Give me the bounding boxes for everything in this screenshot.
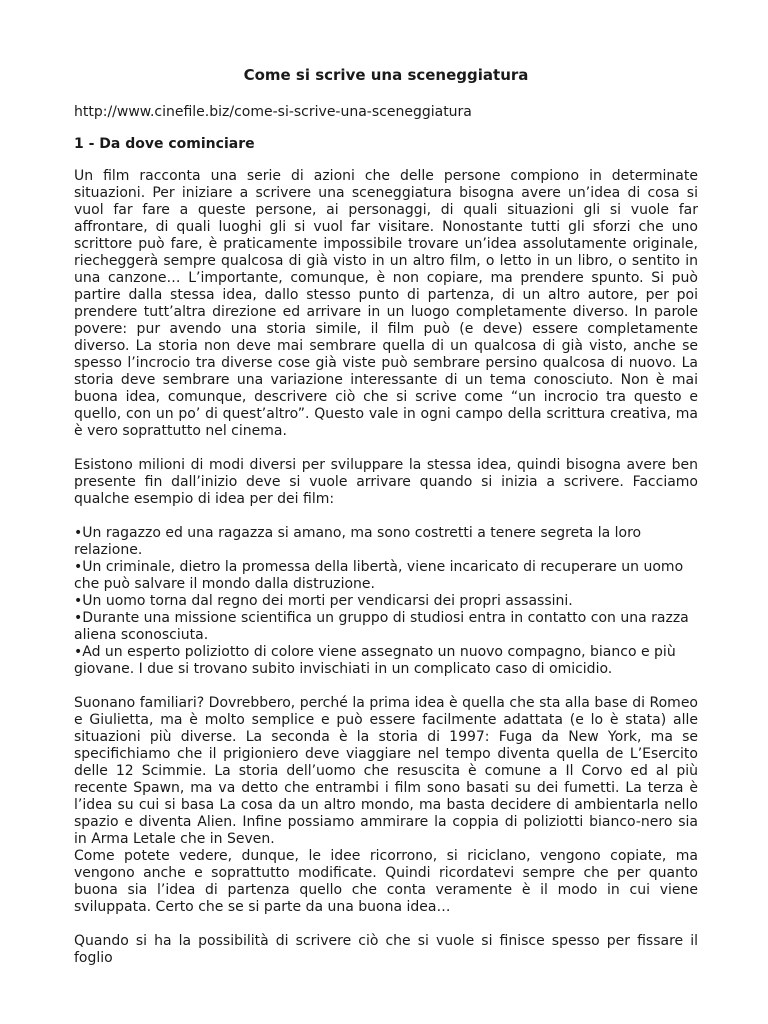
paragraph-ideas-recur: Come potete vedere, dunque, le idee ricorrono, si riciclano, vengono copiate, ma vengono anche e soprattutto modificate. Quindi ricordatevi sempre che per quanto buona sia l’idea di partenza quello che conta veramente è il modo in cui viene sviluppata. Certo che se si parte da una buona idea… <box>74 848 698 915</box>
list-item: • Un ragazzo ed una ragazza si amano, ma sono costretti a tenere segreta la loro relazione. <box>74 525 698 559</box>
list-item: • Durante una missione scientifica un gruppo di studiosi entra in contatto con una razza aliena sconosciuta. <box>74 610 698 644</box>
list-item: • Ad un esperto poliziotto di colore viene assegnato un nuovo compagno, bianco e più giovane. I due si trovano subito invischiati in un complicato caso di omicidio. <box>74 644 698 678</box>
paragraph-intro: Un film racconta una serie di azioni che delle persone compiono in determinate situazioni. Per iniziare a scrivere una sceneggiatura bisogna avere un’idea di cosa si vuol far fare a queste persone, ai personaggi, di quali situazioni gli si vuole far affrontare, di quali luoghi gli si vuol far visitare. Nonostante tutti gli sforzi che uno scrittore può fare, è praticamente impossibile trovare un’idea assolutamente originale, riecheggerà sempre qualcosa di già visto in un altro film, o letto in un libro, o sentito in una canzone… L’importante, comunque, è non copiare, ma prendere spunto. Si può partire dalla stessa idea, dallo stesso punto di partenza, di un altro autore, per poi prendere tutt’altra direzione ed arrivare in un luogo completamente diverso. In parole povere: pur avendo una storia simile, il film può (e deve) essere completamente diverso. La storia non deve mai sembrare quella di un qualcosa di già visto, anche se spesso l’incrocio tra diverse cose già viste può sembrare persino qualcosa di nuovo. La storia deve sembrare una variazione interessante di un tema conosciuto. Non è mai buona idea, comunque, descrivere ciò che si scrive come “un incrocio tra questo e quello, con un po’ di quest’altro”. Questo vale in ogni campo della scrittura creativa, ma è vero soprattutto nel cinema. <box>74 168 698 439</box>
examples-list <box>74 525 698 678</box>
document-title: Come si scrive una sceneggiatura <box>243 66 529 84</box>
paragraph-familiar: Suonano familiari? Dovrebbero, perché la prima idea è quella che sta alla base di Romeo e Giulietta, ma è molto semplice e può essere facilmente adattata (e lo è stata) alle situazioni più diverse. La seconda è la storia di 1997: Fuga da New York, ma se specifichiamo che il prigioniero deve viaggiare nel tempo diventa quella de L’Esercito delle 12 Scimmie. La storia dell’uomo che resuscita è comune a Il Corvo ed al più recente Spawn, ma va detto che entrambi i film sono basati su dei fumetti. La terza è l’idea su cui si basa La cosa da un altro mondo, ma basta decidere di ambientarla nello spazio e diventa Alien. Infine possiamo ammirare la coppia di poliziotti bianco-nero sia in Arma Letale che in Seven. <box>74 695 698 847</box>
list-item: • Un criminale, dietro la promessa della libertà, viene incaricato di recuperare un uomo che può salvare il mondo dalla distruzione. <box>74 559 698 593</box>
paragraph-blank-page: Quando si ha la possibilità di scrivere ciò che si vuole si finisce spesso per fissare il foglio <box>74 933 698 966</box>
list-item: • Un uomo torna dal regno dei morti per vendicarsi dei propri assassini. <box>74 593 698 610</box>
source-url: http://www.cinefile.biz/come-si-scrive-una-sceneggiatura <box>74 104 472 120</box>
paragraph-examples-intro: Esistono milioni di modi diversi per sviluppare la stessa idea, quindi bisogna avere ben presente fin dall’inizio deve si vuole arrivare quando si inizia a scrivere. Facciamo qualche esempio di idea per dei film: <box>74 457 698 507</box>
section-heading: 1 - Da dove cominciare <box>74 136 255 152</box>
